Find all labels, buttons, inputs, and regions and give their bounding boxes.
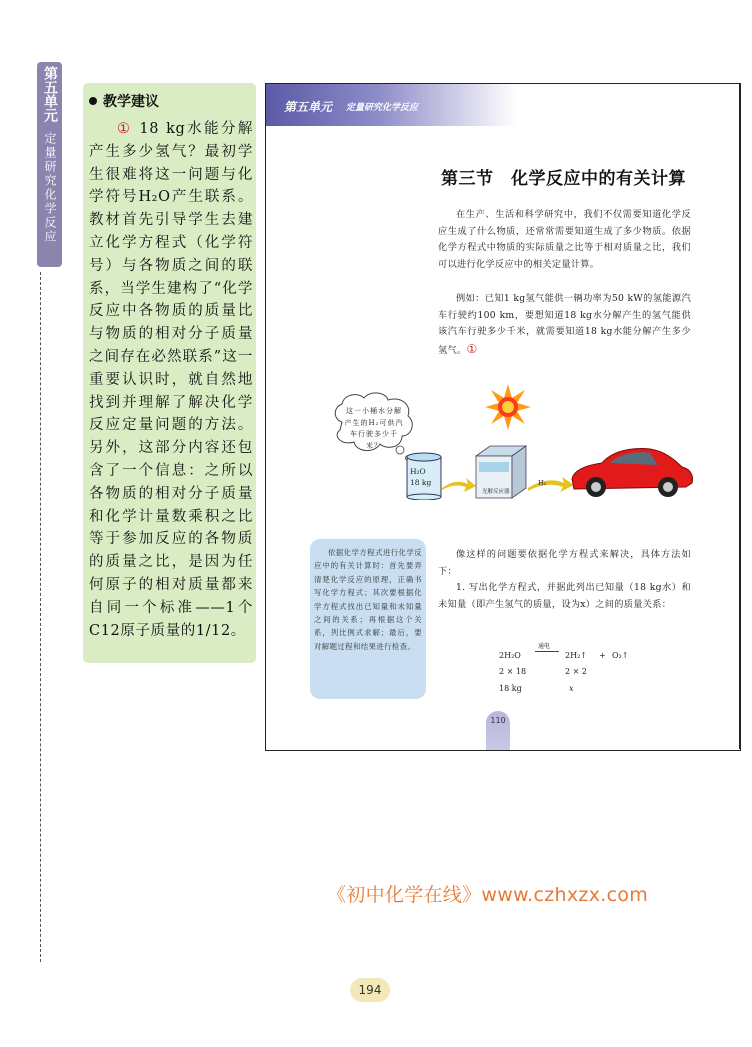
suggestion-text: 18 kg水能分解产生多少氢气？最初学生很难将这一问题与化学符号H₂O产生联系。教材首先引导学生去建立化学方程式（化学符号）与各物质之间的联系，当学生建构了“化学反应中各物质的质量比与物质的相对分子质量之间存在必然联系”这一重要认识时，就自然地找到并理解了解决化学反应定量问题的方法。另外，这部分内容还包含了一个信息：之所以各物质的相对分子质量和化学计量数乘积之比等于参加反应的各物质的质量之比，是因为任何原子的相对质量都来自同一个标准——1个C12原子质量的1/12。	[89, 121, 253, 639]
suggestion-heading-text: 教学建议	[103, 94, 159, 110]
red-car-icon	[566, 439, 696, 501]
equation-condition: 通电	[538, 643, 551, 650]
arrow-right-icon	[442, 474, 476, 494]
marker-circle-one: ①	[466, 341, 478, 356]
reactor-label: 光解反应器	[482, 489, 510, 495]
bullet-icon	[89, 97, 97, 105]
equation-mass-right: 2 × 2	[565, 667, 587, 676]
paragraph-intro: 在生产、生活和科学研究中，我们不仅需要知道化学反应生成了什么物质，还常常需要知道生成了多少物质。依据化学方程式中物质的实际质量之比等于相对质量之比，我们可以进行化学反应中的相关定量计算。	[438, 209, 691, 270]
paragraph-example-text: 例如：已知1 kg氢气能供一辆功率为50 kW的氢能源汽车行驶约100 km，要想知道18 kg水分解产生的氢气能供该汽车行驶多少千米，就需要知道18 kg水能分解产生多少氢气。	[438, 293, 691, 356]
tank-label-mass: 18 kg	[410, 478, 432, 487]
unit-tab-label: 第五单元	[42, 66, 58, 122]
equation-mass-left: 2 × 18	[499, 667, 527, 676]
equation-product-hydrogen: 2H₂↑	[565, 651, 587, 660]
tank-label	[410, 466, 431, 488]
equation-known: 18 kg	[499, 684, 522, 693]
hydrogen-label: H₂	[538, 479, 547, 487]
unit-tab-topic: 定量研究化学反应	[43, 132, 57, 244]
book-page-number	[486, 711, 510, 751]
equation-reactant: 2H₂O	[499, 651, 521, 660]
equation-bar	[535, 651, 559, 652]
paragraph-step-one: 1. 写出化学方程式，并据此列出已知量（18 kg水）和未知量（即产生氢气的质量，设为x）之间的质量关系：	[438, 582, 691, 610]
book-page-number-text: 110	[490, 716, 506, 725]
cloud-question: 这一小桶水分解产生的H₂可供汽车行驶多少千米？	[344, 407, 404, 450]
watermark: 《初中化学在线》www.czhxzx.com	[327, 884, 649, 906]
margin-dashed-line	[40, 272, 41, 962]
equation-unknown: x	[569, 684, 574, 693]
tank-label-formula: H₂O	[410, 467, 426, 476]
section-title: 第三节 化学反应中的有关计算	[441, 169, 686, 189]
equation-plus: +	[599, 651, 606, 660]
paragraph-method: 像这样的问题要依据化学方程式来解决，具体方法如下：	[438, 549, 691, 577]
page-edge-line	[739, 83, 740, 749]
suggestion-heading	[89, 91, 159, 111]
banner-unit: 第五单元	[284, 100, 333, 114]
teaching-suggestion-box	[83, 83, 256, 663]
suggestion-body	[89, 118, 253, 642]
banner-title: 定量研究化学反应	[346, 103, 419, 113]
method-note-text: 依据化学方程式进行化学反应中的有关计算时：首先要弄清楚化学反应的原理，正确书写化学方程式；其次要根据化学方程式找出已知量和未知量之间的关系；再根据这个关系，列比例式求解；最后，要对解题过程和结果进行检查。	[314, 548, 422, 651]
textbook-page	[265, 83, 741, 751]
page-number: 194	[350, 978, 390, 1002]
unit-banner	[266, 84, 516, 126]
unit-side-tab	[37, 62, 62, 267]
sun-icon	[485, 384, 531, 430]
equation-product-oxygen: O₂↑	[612, 651, 629, 660]
marker-circle-one: ①	[117, 121, 133, 137]
paragraph-example	[438, 291, 691, 359]
